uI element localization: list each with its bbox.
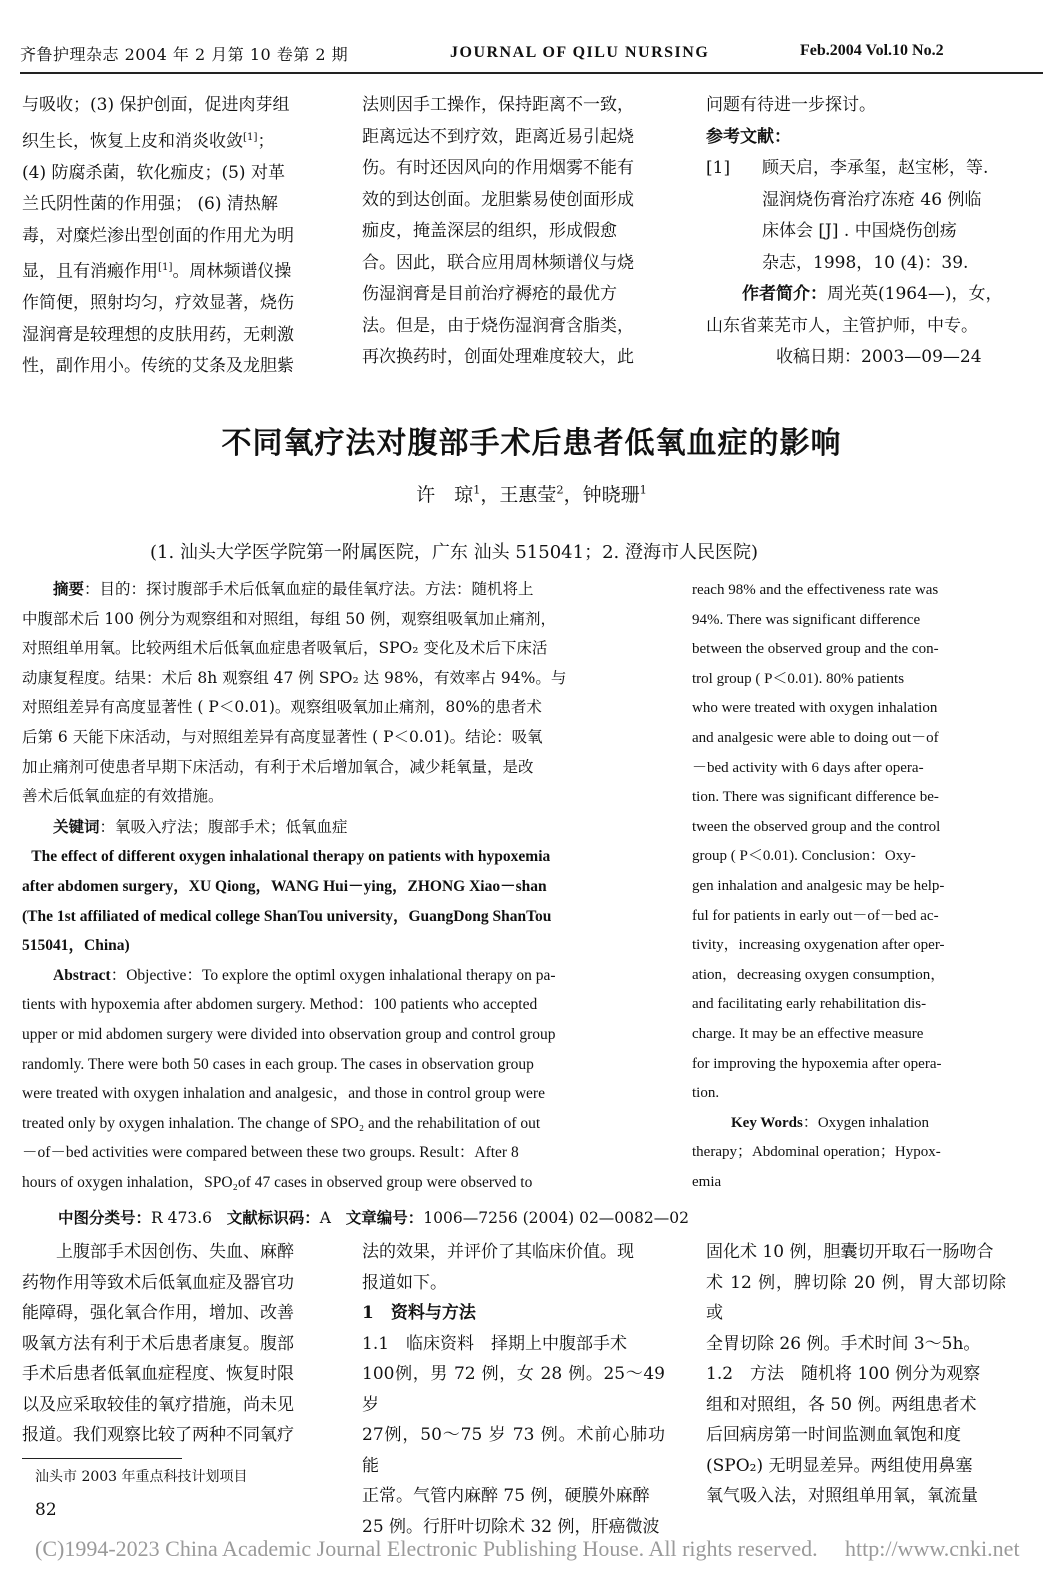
abstract-en-line: －of－bed activities were compared between these two groups. Result：After 8 xyxy=(22,1144,519,1162)
subsection-line: 1.1 临床资料 择期上中腹部手术 xyxy=(362,1333,628,1354)
body-line: 后回病房第一时间监测血氧饱和度 xyxy=(706,1425,961,1445)
received-date: 收稿日期：2003—09—24 xyxy=(776,347,982,367)
body-line: 药物作用等致术后低氧血症及器官功 xyxy=(22,1272,294,1293)
abstract-cn-line: 对照组单用氧。比较两组术后低氧血症患者吸氧后，SPO₂ 变化及术后下床活 xyxy=(22,639,548,658)
author-list: 许 琼$^1$，王惠莹$^2$，钟晓珊$^1$ xyxy=(416,482,647,506)
author-name: 王惠莹 xyxy=(499,484,557,506)
abstract-cn-line: 动康复程度。结果：术后 8h 观察组 47 例 SPO₂ 达 98%，有效率占 94%。与 xyxy=(22,668,567,687)
article-title: 不同氧疗法对腹部手术后患者低氧血症的影响 xyxy=(221,426,842,461)
references-heading: 参考文献： xyxy=(706,126,791,147)
subsection-line: 1.2 方法 随机将 100 例分为观察 xyxy=(706,1364,981,1384)
keywords-en: Key Words：Oxygen inhalation xyxy=(731,1114,930,1131)
author-affiliation: (1. 汕头大学医学院第一附属医院，广东 汕头 515041；2. 澄海市人民医院) xyxy=(150,542,758,563)
abstract-left-block xyxy=(22,574,652,1197)
body-line: 上腹部手术因创伤、失血、麻醉 xyxy=(56,1242,294,1262)
author-affil-mark: 2 xyxy=(556,482,564,497)
reference-number: [1] xyxy=(706,158,731,178)
author-name: 许 琼 xyxy=(416,484,474,506)
abstract-en-line: ful for patients in early out－of－bed ac- xyxy=(692,907,939,924)
body-line: 法的效果，并评价了其临床价值。现 xyxy=(362,1242,634,1262)
text-line: 与吸收；(3) 保护创面，促进肉芽组 xyxy=(22,95,290,115)
prev-article-column-1 xyxy=(22,90,327,383)
clc-label: 中图分类号： xyxy=(58,1208,152,1227)
text-line: 伤湿润膏是目前治疗褥疮的最优方 xyxy=(362,284,617,304)
author-name: 钟晓珊 xyxy=(582,484,640,506)
abstract-en-line: tivity，increasing oxygenation after oper- xyxy=(692,937,945,954)
author-bio: 作者简介：周光英(1964—)，女， xyxy=(742,284,1003,304)
funding-footnote: 汕头市 2003 年重点科技计划项目 xyxy=(35,1469,248,1485)
keywords-cn: 关键词：氧吸入疗法；腹部手术；低氧血症 xyxy=(53,816,348,836)
keywords-en-line: emia xyxy=(692,1173,722,1190)
body-line: 固化术 10 例，胆囊切开取石一肠吻合 xyxy=(706,1242,994,1262)
clc-value: R 473.6 xyxy=(151,1209,212,1227)
abstract-en-line: randomly. There were both 50 cases in each group. The cases in observation group xyxy=(22,1055,534,1073)
author-affil-mark: 1 xyxy=(639,482,647,497)
body-line: 报道。我们观察比较了两种不同氧疗 xyxy=(22,1425,294,1445)
body-line: 报道如下。 xyxy=(362,1272,447,1293)
abstract-en-line: ation，decreasing oxygen consumption， xyxy=(692,966,946,983)
article-no-label: 文章编号： xyxy=(345,1208,424,1227)
keywords-cn-label: 关键词 xyxy=(53,816,100,836)
abstract-en-line: tween the observed group and the control xyxy=(692,818,941,835)
journal-header-center: JOURNAL OF QILU NURSING xyxy=(450,44,710,61)
abstract-en-label: Abstract xyxy=(53,966,111,984)
abstract-right-block xyxy=(692,576,1006,1197)
text-line: 效的到达创面。龙胆紫易使创面形成 xyxy=(362,189,634,210)
abstract-cn-line: 加止痛剂可使患者早期下床活动，有利于术后增加氧合，减少耗氧量，是改 xyxy=(22,757,534,776)
text-line: 织生长，恢复上皮和消炎收敛[1]； xyxy=(22,131,275,152)
abstract-en-line: and facilitating early rehabilitation dis- xyxy=(692,996,927,1013)
english-affiliation-line: 515041，China) xyxy=(22,937,130,955)
cnki-link[interactable]: http://www.cnki.net xyxy=(845,1536,1020,1561)
body-line: 氧气吸入法，对照组单用氧，氧流量 xyxy=(706,1486,978,1506)
abstract-en-line: tion. There was significant difference be- xyxy=(692,789,939,806)
body-line: 手术后患者低氧血症程度、恢复时限 xyxy=(22,1364,294,1384)
reference-line: 杂志，1998，10 (4)：39. xyxy=(762,252,969,273)
footnote-divider xyxy=(22,1458,182,1459)
author-bio-label: 作者简介： xyxy=(742,284,827,304)
author-bio-line: 山东省莱芜市人，主管护师，中专。 xyxy=(706,315,978,336)
english-title-line: after abdomen surgery，XU Qiong，WANG Hui－ying，ZHONG Xiao－shan xyxy=(22,877,547,895)
body-line: 27例，50～75 岁 73 例。术前心肺功能 xyxy=(362,1425,665,1476)
abstract-cn-line: 善术后低氧血症的有效措施。 xyxy=(22,787,224,806)
body-line: 正常。气管内麻醉 75 例，硬膜外麻醉 xyxy=(362,1486,650,1506)
text-line: 痂皮，掩盖深层的组织，形成假愈 xyxy=(362,221,617,241)
abstract-en-line: were treated with oxygen inhalation and analgesic，and those in control group were xyxy=(22,1085,545,1103)
abstract-en-line: 94%. There was significant difference xyxy=(692,611,921,628)
text-line: 性，副作用小。传统的艾条及龙胆紫 xyxy=(22,356,294,377)
abstract-en-line: for improving the hypoxemia after opera- xyxy=(692,1055,942,1072)
abstract-en-line: who were treated with oxygen inhalation xyxy=(692,700,938,717)
text-line: 兰氏阴性菌的作用强； (6) 清热解 xyxy=(22,194,278,215)
abstract-en-line: tients with hypoxemia after abdomen surgery. Method：100 patients who accepted xyxy=(22,996,538,1014)
copyright-watermark: (C)1994-2023 China Academic Journal Electronic Publishing House. All rights reserved. xyxy=(35,1536,818,1561)
text-line: 湿润膏是较理想的皮肤用药，无刺激 xyxy=(22,324,294,345)
classification-line xyxy=(58,1206,689,1228)
article-no-value: 1006—7256 (2004) 02—0082—02 xyxy=(423,1209,689,1227)
keywords-en-label: Key Words xyxy=(731,1114,803,1131)
abstract-cn-line: 摘要：目的：探讨腹部手术后低氧血症的最佳氧疗法。方法：随机将上 xyxy=(53,579,534,598)
abstract-cn-line: 后第 6 天能下床活动，与对照组差异有高度显著性 ( P＜0.01)。结论：吸氧 xyxy=(22,727,543,746)
abstract-en-line: －bed activity with 6 days after opera- xyxy=(692,759,924,776)
abstract-en-line: treated only by oxygen inhalation. The change of SPO₂ and the rehabilitation of out xyxy=(22,1114,541,1132)
body-column-3 xyxy=(706,1237,1006,1512)
abstract-en-line: trol group ( P＜0.01). 80% patients xyxy=(692,670,905,687)
page-number: 82 xyxy=(35,1500,57,1520)
abstract-cn-line: 中腹部术后 100 例分为观察组和对照组，每组 50 例，观察组吸氧加止痛剂， xyxy=(22,609,557,628)
text-line: 问题有待进一步探讨。 xyxy=(706,95,876,115)
reference-line: 顾天启，李承玺，赵宝彬，等. xyxy=(762,158,989,178)
text-line: 伤。有时还因风向的作用烟雾不能有 xyxy=(362,158,634,178)
body-line: 全胃切除 26 例。手术时间 3～5h。 xyxy=(706,1333,981,1354)
text-line: 再次换药时，创面处理难度较大，此 xyxy=(362,347,634,367)
abstract-en-line: charge. It may be an effective measure xyxy=(692,1025,924,1042)
text-line: 距离远达不到疗效，距离近易引起烧 xyxy=(362,126,634,147)
english-affiliation-line: (The 1st affiliated of medical college ShanTou university，GuangDong ShanTou xyxy=(22,907,552,925)
text-line: 法。但是，由于烧伤湿润膏含脂类， xyxy=(362,315,634,336)
body-line: 能障碍，强化氧合作用，增加、改善 xyxy=(22,1303,294,1323)
text-line: 显，且有消瘢作用[1]。周林频谱仪操 xyxy=(22,261,292,282)
doc-code-label: 文献标识码： xyxy=(226,1208,320,1227)
abstract-cn-label: 摘要 xyxy=(53,579,85,598)
header-divider xyxy=(20,72,1043,74)
body-line: 组和对照组，各 50 例。两组患者术 xyxy=(706,1394,977,1415)
prev-article-column-2 xyxy=(362,90,664,374)
journal-header-left: 齐鲁护理杂志 2004 年 2 月第 10 卷第 2 期 xyxy=(20,45,349,64)
abstract-en-line: tion. xyxy=(692,1085,720,1102)
keywords-en-line: therapy；Abdominal operation；Hypox- xyxy=(692,1144,941,1161)
abstract-en-line: hours of oxygen inhalation，SPO₂of 47 cases in observed group were observed to xyxy=(22,1173,533,1191)
abstract-en-line: between the observed group and the con- xyxy=(692,641,939,658)
body-line: (SPO₂) 无明显差异。两组使用鼻塞 xyxy=(706,1455,973,1476)
text-line: (4) 防腐杀菌，软化痂皮；(5) 对革 xyxy=(22,162,285,183)
text-line: 作简便，照射均匀，疗效显著，烧伤 xyxy=(22,293,294,314)
journal-header-right: Feb.2004 Vol.10 No.2 xyxy=(800,42,944,59)
english-title-line: The effect of different oxygen inhalational therapy on patients with hypoxemia xyxy=(31,848,551,866)
section-heading: 1 资料与方法 xyxy=(362,1303,476,1323)
doc-code-value: A xyxy=(319,1209,331,1227)
abstract-cn-line: 对照组差异有高度显著性 ( P＜0.01)。观察组吸氧加止痛剂，80%的患者术 xyxy=(22,698,542,717)
prev-article-column-3 xyxy=(706,90,1006,374)
body-line: 吸氧方法有利于术后患者康复。腹部 xyxy=(22,1333,294,1354)
text-line: 合。因此，联合应用周林频谱仪与烧 xyxy=(362,252,634,273)
body-line: 以及应采取较佳的氧疗措施，尚未见 xyxy=(22,1394,294,1415)
abstract-en-line: group ( P＜0.01). Conclusion：Oxy- xyxy=(692,848,916,865)
body-column-2 xyxy=(362,1237,665,1542)
body-line: 100例，男 72 例，女 28 例。25～49 岁 xyxy=(362,1364,665,1415)
body-line: 术 12 例，脾切除 20 例，胃大部切除或 xyxy=(706,1272,1006,1323)
abstract-en-line: and analgesic were able to doing out－of xyxy=(692,729,939,746)
reference-line: 床体会 [J] . 中国烧伤创疡 xyxy=(762,221,957,241)
author-affil-mark: 1 xyxy=(473,482,481,497)
abstract-en-line: reach 98% and the effectiveness rate was xyxy=(692,582,939,598)
abstract-en-line: upper or mid abdomen surgery were divided into observation group and control group xyxy=(22,1025,556,1043)
body-line: 25 例。行肝叶切除术 32 例，肝癌微波 xyxy=(362,1516,660,1537)
abstract-en-line: gen inhalation and analgesic may be help- xyxy=(692,877,945,894)
text-line: 毒，对糜烂渗出型创面的作用尤为明 xyxy=(22,225,294,246)
body-column-1 xyxy=(22,1237,322,1451)
text-line: 法则因手工操作，保持距离不一致， xyxy=(362,95,634,115)
reference-item xyxy=(706,153,1006,185)
abstract-en-line: Abstract：Objective：To explore the optiml oxygen inhalational therapy on pa- xyxy=(53,966,556,984)
reference-line: 湿润烧伤膏治疗冻疮 46 例临 xyxy=(762,189,982,210)
